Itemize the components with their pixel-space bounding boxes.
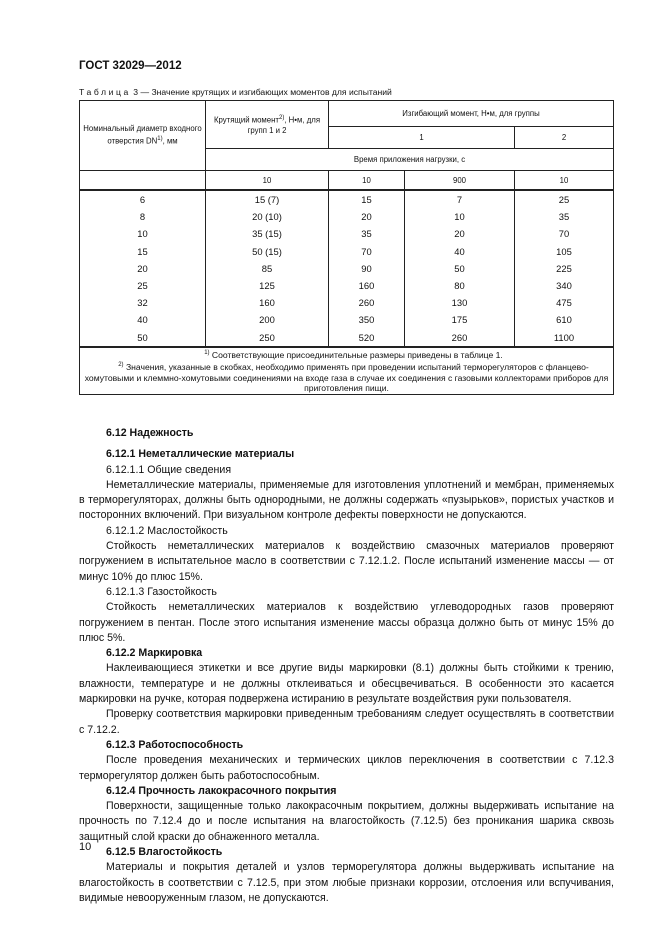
table-cell: 10: [137, 228, 148, 240]
table-cell: 10: [454, 211, 465, 223]
header-dn: Номинальный диаметр входного отверстия DN$^{1)}$, мм: [80, 101, 206, 171]
header-time-g1b: 900: [405, 171, 515, 191]
table-cell: 35: [558, 211, 570, 223]
table-cell: 70: [361, 245, 372, 257]
table-cell: 32: [137, 297, 148, 309]
table-cell: 8: [139, 211, 146, 223]
header-torque: Крутящий момент$^{2)}$, Н•м, для групп 1 и 2: [206, 101, 329, 149]
heading-6-12-1: 6.12.1 Неметаллические материалы: [106, 448, 295, 461]
table-cell: 340: [556, 279, 572, 291]
paragraph-6-12-2-a: Наклеивающиеся этикетки и все другие виды маркировки (8.1) должны быть стойкими к трению, влажности, температуре и не должны отклеиваться и обесцвечиваться. В особенности это касается маркировки на ручке, которая подвержена истиранию в результате воздействия руки пользователя.: [79, 662, 614, 706]
table-cell: 35: [361, 228, 372, 240]
table-cell: 20: [137, 262, 148, 274]
column-dn: [80, 190, 206, 347]
table-cell: 520: [358, 331, 375, 343]
note-1: $^{1)}$ Соответствующие присоединительные размеры приведены в таблице 1.: [204, 349, 503, 360]
paragraph-6-12-5: Материалы и покрытия деталей и узлов терморегулятора должны выдерживать испытание на влагостойкость в соответствии с 7.12.5, при этом любые признаки коррозии, отслоения или вспучивания, видимые невооруженным глазом, не допускаются.: [79, 861, 614, 904]
column-bend-g2-10: [515, 190, 614, 347]
heading-6-12-2: 6.12.2 Маркировка: [106, 647, 203, 660]
paragraph-6-12-1-3: Стойкость неметаллических материалов к воздействию углеводородных газов проверяют погружением в пентан. После этого испытания изменение массы образца должно быть от минус 15% до плюс 5%.: [79, 601, 614, 644]
table-cell: 160: [259, 297, 275, 309]
table-caption-text: — Значение крутящих и изгибающих моментов для испытаний: [140, 87, 392, 97]
table-cell: 25: [137, 279, 148, 291]
table-cell: 260: [358, 297, 375, 309]
paragraph-6-12-3: После проведения механических и термических циклов переключения в соответствии с 7.12.3 терморегулятор должен быть работоспособным.: [79, 754, 614, 782]
header-group-1: 1: [329, 127, 515, 149]
table-cell: 610: [556, 314, 572, 326]
body-text: [79, 426, 614, 906]
table-cell: 1100: [553, 331, 575, 343]
table-cell: 50: [454, 262, 465, 274]
page-number: 10: [79, 841, 92, 853]
table-cell: 50: [137, 331, 148, 343]
table-cell: 80: [454, 279, 465, 291]
table-caption: [79, 87, 392, 97]
header-time-g1a: 10: [329, 171, 405, 191]
paragraph-6-12-1-2: Стойкость неметаллических материалов к воздействию смазочных материалов проверяют погружением в испытательное масло в соответствии с 7.12.1.2. После испытаний изменение массы — от минус 10% до плюс 15%.: [79, 540, 614, 583]
table-cell: 15: [137, 245, 148, 257]
table-cell: 160: [358, 279, 375, 291]
table-cell: 7: [456, 194, 463, 205]
bend-g1-900-values: [405, 191, 514, 346]
table-cell: 225: [556, 262, 572, 274]
table-cell: 25: [558, 194, 570, 205]
column-torque: [206, 190, 329, 347]
note-2: $^{2)}$ Значения, указанные в скобках, необходимо применять при проведении испытаний терморегуляторов с фланцево-хомутовыми и клеммно-хомутовыми соединениями на входе газа в случае их соединения с газовыми коллекторами приборов для приготовления пищи.: [84, 362, 609, 394]
table-cell: 175: [451, 314, 468, 326]
table-cell: 70: [558, 228, 570, 240]
heading-6-12-3: 6.12.3 Работоспособность: [106, 738, 244, 751]
table-cell: 250: [259, 331, 275, 343]
table-cell: 475: [556, 297, 572, 309]
header-time: Время приложения нагрузки, с: [206, 149, 614, 171]
column-bend-g1-900: [405, 190, 515, 347]
table-cell: 130: [451, 297, 468, 309]
table-cell: 350: [358, 314, 375, 326]
torque-values: [206, 191, 328, 346]
table-cell: 15 (7): [254, 194, 280, 205]
table-cell: 105: [556, 245, 572, 257]
table-cell: 20 (10): [252, 211, 282, 223]
header-bending: Изгибающий момент, Н•м, для группы: [329, 101, 614, 127]
table-cell: 200: [259, 314, 275, 326]
table-cell: 50 (15): [252, 245, 282, 257]
paragraph-6-12-1-1: Неметаллические материалы, применяемые для изготовления уплотнений и мембран, применяемых в терморегуляторах, должны быть однородными, не должны содержать «пузырьков», пористых участков и посторонних включений. При визуальном контроле дефекты поверхности не допускаются.: [79, 478, 614, 522]
table-notes: [80, 347, 614, 395]
table-cell: 6: [139, 194, 146, 205]
bend-g1-10-values: [329, 191, 404, 346]
table-cell: 20: [454, 228, 465, 240]
table-caption-number: 3: [133, 87, 139, 97]
header-group-2: 2: [515, 127, 614, 149]
paragraph-6-12-4: Поверхности, защищенные только лакокрасочным покрытием, должны выдерживать испытание на прочность по 7.12.4 до и после испытания на влагостойкость (7.12.5) без проникания шарика сквозь защитный слой краски до обнаженного металла.: [79, 800, 614, 843]
bend-g2-10-values: [515, 191, 613, 346]
heading-6-12: 6.12 Надежность: [106, 427, 194, 439]
header-time-torque: 10: [206, 171, 329, 191]
heading-6-12-1-2: 6.12.1.2 Маслостойкость: [106, 524, 228, 537]
heading-6-12-4: 6.12.4 Прочность лакокрасочного покрытия: [106, 784, 337, 797]
heading-6-12-1-3: 6.12.1.3 Газостойкость: [106, 585, 217, 598]
table-cell: 85: [261, 262, 273, 274]
heading-6-12-1-1: 6.12.1.1 Общие сведения: [106, 463, 232, 476]
header-time-g2: 10: [515, 171, 614, 191]
table-cell: 20: [361, 211, 372, 223]
column-bend-g1-10: [329, 190, 405, 347]
table-cell: 90: [361, 262, 372, 274]
document-header: ГОСТ 32029—2012: [79, 60, 182, 72]
table-cell: 260: [451, 331, 468, 343]
table-cell: 40: [137, 314, 148, 326]
table-caption-prefix: Таблица: [79, 87, 131, 97]
table-cell: 40: [454, 245, 465, 257]
dn-values: [80, 191, 205, 346]
moments-table: [79, 100, 614, 395]
table-cell: 125: [259, 279, 275, 291]
table-cell: 15: [361, 194, 372, 205]
heading-6-12-5: 6.12.5 Влагостойкость: [106, 846, 223, 859]
paragraph-6-12-2-b: Проверку соответствия маркировки приведенным требованиям следует осуществлять в соответствии с 7.12.2.: [79, 708, 614, 736]
table-cell: 35 (15): [252, 228, 282, 240]
